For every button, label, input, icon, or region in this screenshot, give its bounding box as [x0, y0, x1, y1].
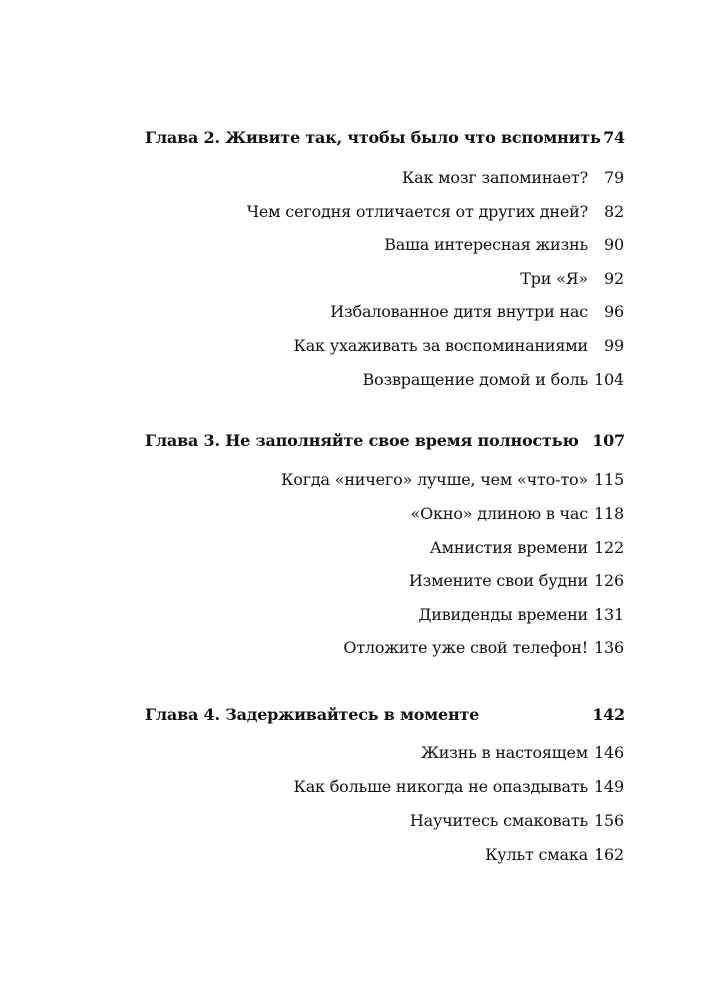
entry-page: 162	[594, 845, 624, 864]
entry-page: 131	[594, 605, 624, 624]
entry-title: Культ смака	[485, 845, 588, 864]
chapter-title: Глава 3. Не заполняйте свое время полностью	[145, 431, 579, 450]
entry-page: 122	[594, 538, 624, 557]
entry-page: 118	[594, 504, 624, 523]
chapter-page: 74	[603, 128, 625, 147]
toc-entry	[330, 302, 624, 321]
entry-title: Как мозг запоминает?	[401, 168, 588, 187]
entry-title: Измените свои будни	[408, 571, 588, 590]
entry-page: 79	[604, 168, 624, 187]
toc-entry	[294, 336, 624, 355]
chapter-heading	[145, 128, 625, 147]
toc-entry	[294, 777, 624, 796]
entry-page: 126	[594, 571, 624, 590]
entry-title: Амнистия времени	[429, 538, 588, 557]
entry-title: Жизнь в настоящем	[420, 743, 588, 762]
entry-page: 96	[604, 302, 624, 321]
entry-page: 82	[604, 202, 624, 221]
entry-title: Как больше никогда не опаздывать	[293, 777, 588, 796]
toc-entry	[384, 235, 624, 254]
toc-entry	[402, 168, 624, 187]
entry-page: 149	[594, 777, 624, 796]
entry-page: 156	[594, 811, 624, 830]
toc-entry	[409, 571, 624, 590]
entry-title: Возвращение домой и боль	[362, 370, 588, 389]
toc-entry	[418, 605, 624, 624]
chapter-page: 142	[592, 705, 625, 724]
entry-page: 146	[594, 743, 624, 762]
entry-title: Чем сегодня отличается от других дней?	[246, 202, 588, 221]
entry-page: 136	[594, 638, 624, 657]
chapter-title: Глава 4. Задерживайтесь в моменте	[145, 705, 480, 724]
entry-page: 92	[604, 269, 624, 288]
entry-title: Ваша интересная жизнь	[384, 235, 588, 254]
toc-entry	[410, 811, 624, 830]
entry-page: 115	[594, 470, 624, 489]
chapter-heading	[145, 705, 625, 724]
toc-entry	[247, 202, 624, 221]
toc-entry	[430, 538, 624, 557]
toc-entry	[485, 845, 624, 864]
toc-entry	[421, 743, 624, 762]
entry-title: Избалованное дитя внутри нас	[330, 302, 588, 321]
toc-entry	[411, 504, 624, 523]
chapter-heading	[145, 431, 625, 450]
entry-title: Дивиденды времени	[418, 605, 588, 624]
chapter-page: 107	[592, 431, 625, 450]
chapter-title: Глава 2. Живите так, чтобы было что вспомнить	[145, 128, 601, 147]
entry-title: Отложите уже свой телефон!	[343, 638, 588, 657]
entry-title: Как ухаживать за воспоминаниями	[293, 336, 588, 355]
entry-page: 99	[604, 336, 624, 355]
entry-title: Научитесь смаковать	[409, 811, 588, 830]
toc-entry	[343, 638, 624, 657]
entry-title: Когда «ничего» лучше, чем «что-то»	[281, 470, 588, 489]
entry-title: Три «Я»	[520, 269, 588, 288]
entry-page: 104	[594, 370, 624, 389]
toc-entry	[281, 470, 624, 489]
entry-page: 90	[604, 235, 624, 254]
toc-entry	[362, 370, 624, 389]
entry-title: «Окно» длиною в час	[410, 504, 588, 523]
toc-entry	[520, 269, 624, 288]
